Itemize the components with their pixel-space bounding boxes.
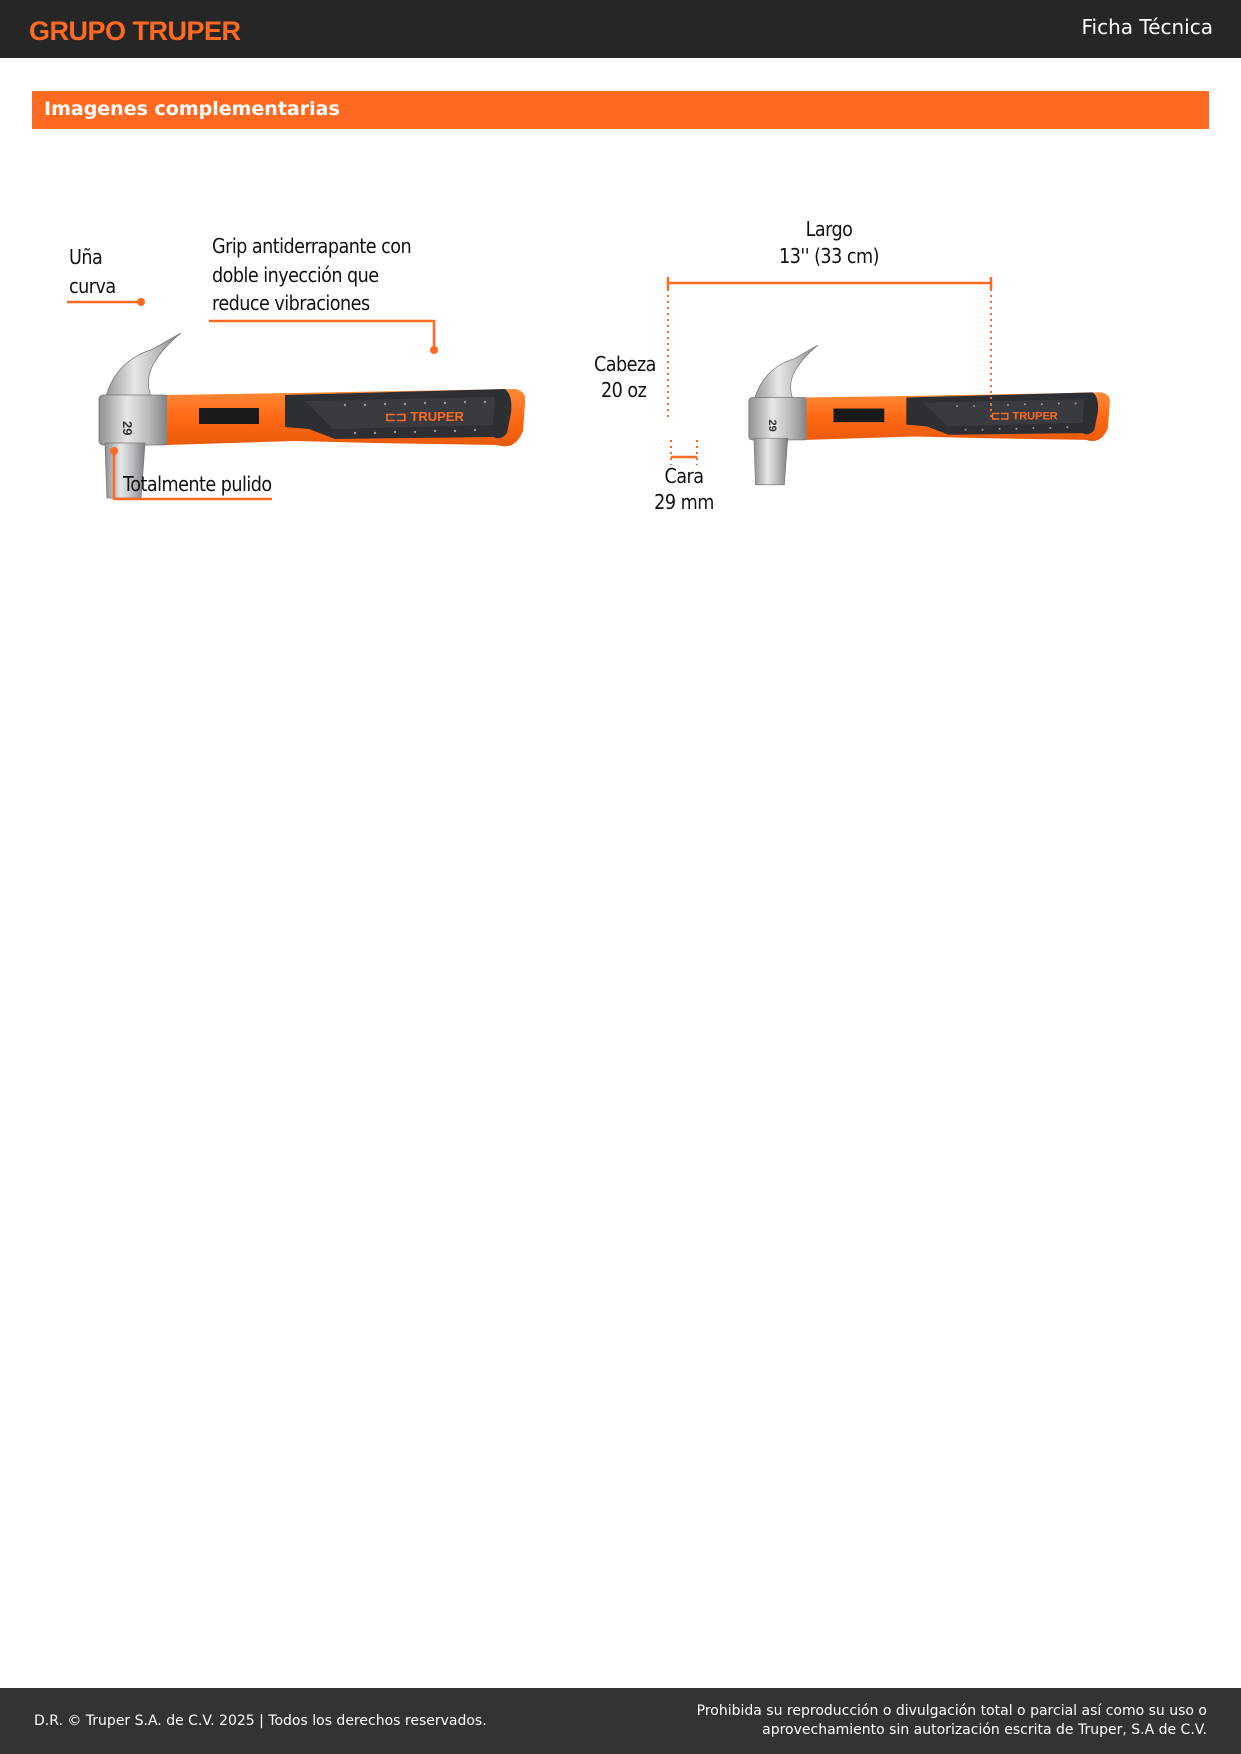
product-illustrations <box>0 0 1241 600</box>
label-grip: Grip antiderrapante con <box>212 234 412 258</box>
label-face-polished: Totalmente pulido <box>123 472 272 496</box>
label-claw: curva <box>69 274 116 298</box>
label-length-title: Largo <box>805 217 853 241</box>
page-footer <box>0 1688 1241 1754</box>
label-face-value: 29 mm <box>654 490 714 514</box>
document-title: Ficha Técnica <box>1081 15 1213 39</box>
callout-lines <box>67 277 991 499</box>
legal-notice <box>697 1702 1207 1740</box>
label-head-title: Cabeza <box>594 352 656 376</box>
label-face-title: Cara <box>664 464 704 488</box>
copyright-text: D.R. © Truper S.A. de C.V. 2025 | Todos los derechos reservados. <box>34 1713 487 1729</box>
label-length-value: 13'' (33 cm) <box>779 244 879 268</box>
grupo-truper-logo: GRUPO TRUPER <box>29 16 241 46</box>
hammer-image-right <box>749 345 1110 485</box>
legal-notice-line: aprovechamiento sin autorización escrita de Truper, S.A de C.V. <box>762 1722 1207 1738</box>
label-grip: reduce vibraciones <box>212 291 370 315</box>
label-grip: doble inyección que <box>212 263 379 287</box>
label-claw: Uña <box>69 245 103 269</box>
label-head-value: 20 oz <box>601 378 647 402</box>
section-title: Imagenes complementarias <box>44 98 340 120</box>
legal-notice-line: Prohibida su reproducción o divulgación total o parcial así como su uso o <box>696 1703 1207 1719</box>
